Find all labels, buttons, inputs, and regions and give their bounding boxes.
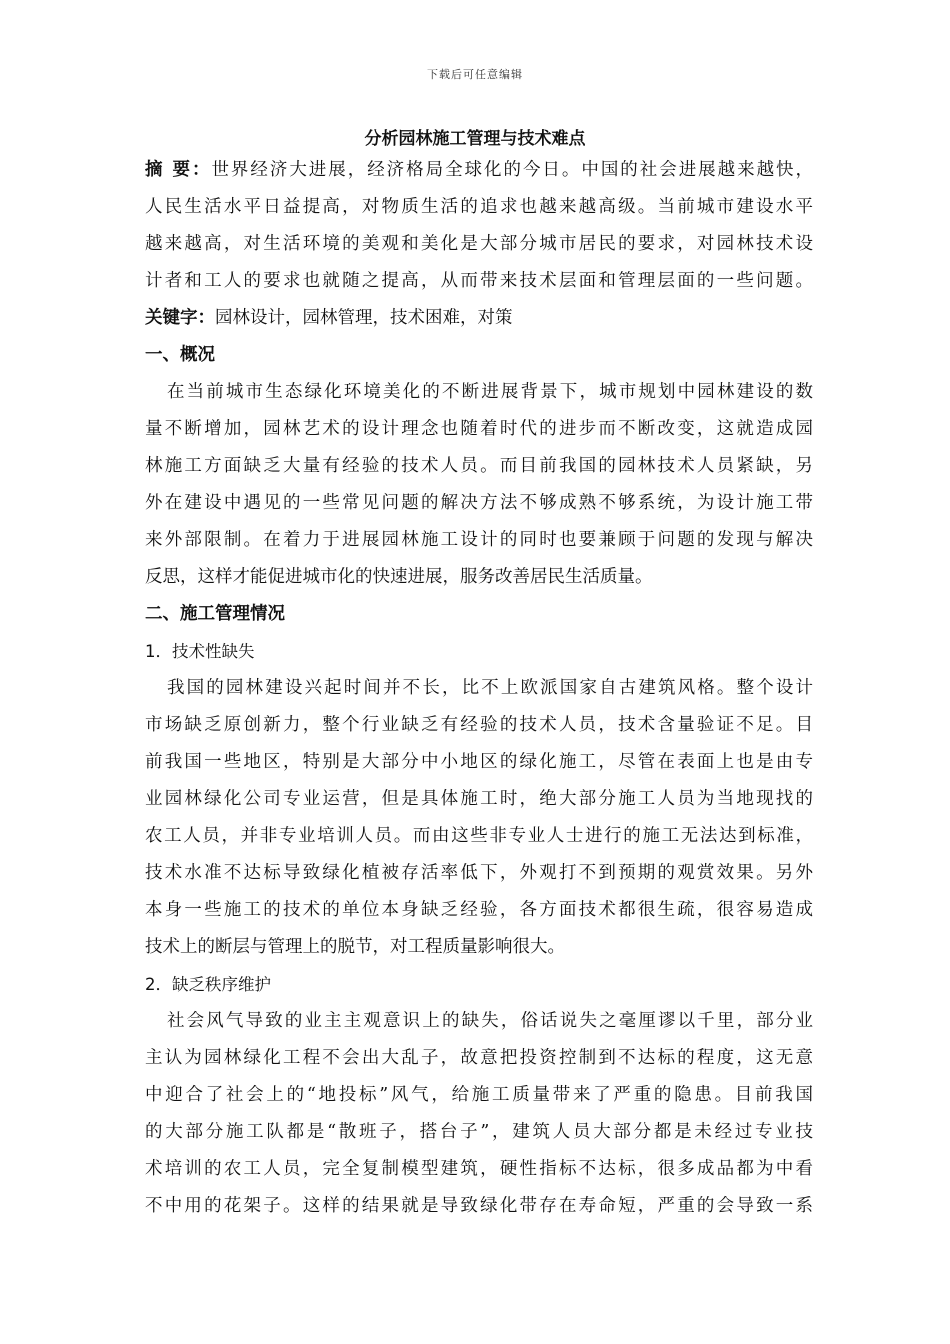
keywords-line: [145, 300, 813, 337]
paragraph-line: 农工人员，并非专业培训人员。而由这些非专业人士进行的施工无法达到标准，: [145, 826, 813, 846]
subsection-heading: 2．缺乏秩序维护: [145, 975, 271, 994]
paragraph-line: 前我国一些地区，特别是大部分中小地区的绿化施工，尽管在表面上也是由专: [145, 752, 813, 772]
header-note: 下载后可任意编辑: [427, 68, 523, 81]
paragraph-line: 术培训的农工人员，完全复制模型建筑，硬性指标不达标，很多成品都为中看: [145, 1159, 813, 1179]
section-heading: 一、概况: [145, 345, 215, 365]
paragraph-line: 我国的园林建设兴起时间并不长，比不上欧派国家自古建筑风格。整个设计: [167, 678, 813, 698]
subsection-heading: 1．技术性缺失: [145, 642, 255, 661]
paragraph-line: 社会风气导致的业主主观意识上的缺失，俗话说失之毫厘谬以千里，部分业: [167, 1011, 813, 1031]
paragraph-line: 在当前城市生态绿化环境美化的不断进展背景下，城市规划中园林建设的数: [167, 382, 813, 402]
paragraph-line: 林施工方面缺乏大量有经验的技术人员。而目前我国的园林技术人员紧缺，另: [145, 456, 813, 476]
section-heading: 二、施工管理情况: [145, 604, 285, 624]
abstract-text: 世界经济大进展，经济格局全球化的今日。中国的社会进展越来越快，: [211, 160, 814, 180]
paragraph-line: 反思，这样才能促进城市化的快速进展，服务改善居民生活质量。: [145, 567, 653, 587]
paragraph-line: 中迎合了社会上的“地投标”风气，给施工质量带来了严重的隐患。目前我国: [145, 1085, 813, 1105]
paragraph-line: 技术水准不达标导致绿化植被存活率低下，外观打不到预期的观赏效果。另外: [145, 863, 813, 883]
abstract-line: 计者和工人的要求也就随之提高，从而带来技术层面和管理层面的一些问题。: [145, 271, 813, 291]
paragraph-line: 本身一些施工的技术的单位本身缺乏经验，各方面技术都很生疏，很容易造成: [145, 900, 813, 920]
abstract-line: 越来越高，对生活环境的美观和美化是大部分城市居民的要求，对园林技术设: [145, 234, 813, 254]
paragraph-line: 不中用的花架子。这样的结果就是导致绿化带存在寿命短，严重的会导致一系: [145, 1196, 813, 1216]
document-body: [145, 152, 813, 1225]
paragraph-line: 的大部分施工队都是“散班子，搭台子”，建筑人员大部分都是未经过专业技: [145, 1122, 813, 1142]
document-title: 分析园林施工管理与技术难点: [364, 129, 586, 149]
paragraph-line: 来外部限制。在着力于进展园林施工设计的同时也要兼顾于问题的发现与解决: [145, 530, 813, 550]
paragraph-line: 主认为园林绿化工程不会出大乱子，故意把投资控制到不达标的程度，这无意: [145, 1048, 813, 1068]
keywords-label: 关键字：: [145, 308, 215, 328]
paragraph-line: 量不断增加，园林艺术的设计理念也随着时代的进步而不断改变，这就造成园: [145, 419, 813, 439]
abstract-line: [145, 152, 813, 189]
paragraph-line: 技术上的断层与管理上的脱节，对工程质量影响很大。: [145, 937, 565, 957]
abstract-label: 摘 要：: [145, 160, 212, 180]
paragraph-line: 业园林绿化公司专业运营，但是具体施工时，绝大部分施工人员为当地现找的: [145, 789, 813, 809]
paragraph-line: 外在建设中遇见的一些常见问题的解决方法不够成熟不够系统，为设计施工带: [145, 493, 813, 513]
abstract-line: 人民生活水平日益提高，对物质生活的追求也越来越高级。当前城市建设水平: [145, 197, 813, 217]
paragraph-line: 市场缺乏原创新力，整个行业缺乏有经验的技术人员，技术含量验证不足。目: [145, 715, 813, 735]
keywords-text: 园林设计，园林管理，技术困难，对策: [215, 308, 513, 328]
